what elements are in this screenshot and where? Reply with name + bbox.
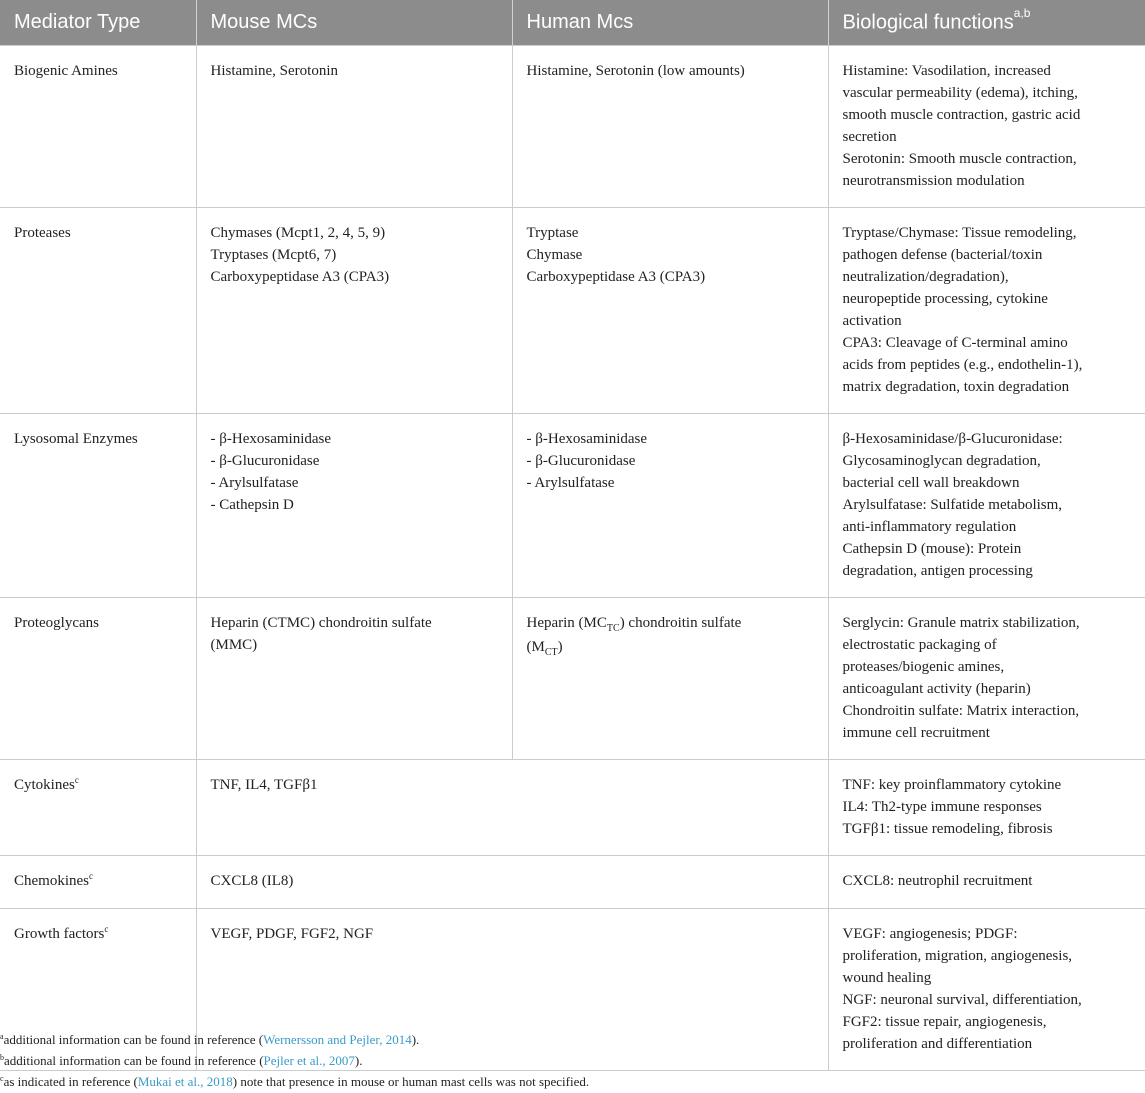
cell-functions: TNF: key proinflammatory cytokine IL4: Th2-type immune responses TGFβ1: tissue remodeling, fibrosis xyxy=(828,760,1145,856)
reference-link-pejler[interactable]: Pejler et al., 2007 xyxy=(263,1053,355,1068)
header-footnote-marker: a,b xyxy=(1013,6,1031,21)
cell-mouse-human-merged: VEGF, PDGF, FGF2, NGF xyxy=(196,909,828,1071)
reference-link-wernersson-pejler[interactable]: Wernersson and Pejler, 2014 xyxy=(263,1032,412,1047)
reference-link-mukai[interactable]: Mukai et al., 2018 xyxy=(137,1074,233,1089)
cell-mediator-type: Proteases xyxy=(0,208,196,414)
cell-mediator-type: Biogenic Amines xyxy=(0,46,196,208)
cell-functions: VEGF: angiogenesis; PDGF: proliferation, migration, angiogenesis, wound healing NGF: neuronal survival, differentiation, FGF2: tissue repair, angiogenesis, proliferation and differentiation xyxy=(828,909,1145,1071)
cell-functions: CXCL8: neutrophil recruitment xyxy=(828,856,1145,909)
table-row xyxy=(0,856,1145,909)
cell-human: Tryptase Chymase Carboxypeptidase A3 (CPA3) xyxy=(512,208,828,414)
cell-functions: Tryptase/Chymase: Tissue remodeling, pathogen defense (bacterial/toxin neutralization/degradation), neuropeptide processing, cytokine activation CPA3: Cleavage of C-terminal amino acids from peptides (e.g., endothelin-1), matrix degradation, toxin degradation xyxy=(828,208,1145,414)
header-human-mcs: Human Mcs xyxy=(512,0,828,46)
cell-mediator-type: Proteoglycans xyxy=(0,598,196,760)
footnote-marker: c xyxy=(89,871,93,881)
table-row xyxy=(0,760,1145,856)
cell-mouse: Heparin (CTMC) chondroitin sulfate (MMC) xyxy=(196,598,512,760)
table-row xyxy=(0,414,1145,598)
table-footnotes xyxy=(0,1030,1145,1093)
table-row xyxy=(0,208,1145,414)
cell-mediator-type: Lysosomal Enzymes xyxy=(0,414,196,598)
header-mouse-mcs: Mouse MCs xyxy=(196,0,512,46)
cell-functions: Serglycin: Granule matrix stabilization, electrostatic packaging of proteases/biogenic amines, anticoagulant activity (heparin) Chondroitin sulfate: Matrix interaction, immune cell recruitment xyxy=(828,598,1145,760)
cell-mediator-type: Cytokines$^c$ xyxy=(0,760,196,856)
footnote-a: $^a$additional information can be found in reference (Wernersson and Pejler, 2014). xyxy=(0,1032,420,1047)
cell-mouse: - β-Hexosaminidase - β-Glucuronidase - Arylsulfatase - Cathepsin D xyxy=(196,414,512,598)
cell-mouse-human-merged: CXCL8 (IL8) xyxy=(196,856,828,909)
cell-human: - β-Hexosaminidase - β-Glucuronidase - Arylsulfatase xyxy=(512,414,828,598)
table-header-row xyxy=(0,0,1145,46)
table-row xyxy=(0,598,1145,760)
footnote-marker: c xyxy=(74,775,79,785)
footnote-b: $^b$additional information can be found in reference (Pejler et al., 2007). xyxy=(0,1053,363,1068)
cell-human: Histamine, Serotonin (low amounts) xyxy=(512,46,828,208)
cell-mouse: Chymases (Mcpt1, 2, 4, 5, 9) Tryptases (Mcpt6, 7) Carboxypeptidase A3 (CPA3) xyxy=(196,208,512,414)
footnote-marker: c xyxy=(104,924,109,934)
table-row xyxy=(0,46,1145,208)
cell-functions: β-Hexosaminidase/β-Glucuronidase: Glycosaminoglycan degradation, bacterial cell wall breakdown Arylsulfatase: Sulfatide metabolism, anti-inflammatory regulation Cathepsin D (mouse): Protein degradation, antigen processing xyxy=(828,414,1145,598)
header-biological-functions: Biological functions$^{a,b}$ xyxy=(828,0,1145,46)
cell-human: Heparin $(MC_{TC})$ chondroitin sulfate $(M_{CT})$ xyxy=(512,598,828,760)
cell-mediator-type: Growth factors$^c$ xyxy=(0,909,196,1071)
footnote-c: $^c$as indicated in reference (Mukai et al., 2018) note that presence in mouse or human mast cells was not specified. xyxy=(0,1074,590,1089)
cell-mouse: Histamine, Serotonin xyxy=(196,46,512,208)
header-mediator-type: Mediator Type xyxy=(0,0,196,46)
cell-functions: Histamine: Vasodilation, increased vascular permeability (edema), itching, smooth muscle contraction, gastric acid secretion Serotonin: Smooth muscle contraction, neurotransmission modulation xyxy=(828,46,1145,208)
cell-mediator-type: Chemokines$^c$ xyxy=(0,856,196,909)
cell-mouse-human-merged: TNF, IL4, TGFβ1 xyxy=(196,760,828,856)
